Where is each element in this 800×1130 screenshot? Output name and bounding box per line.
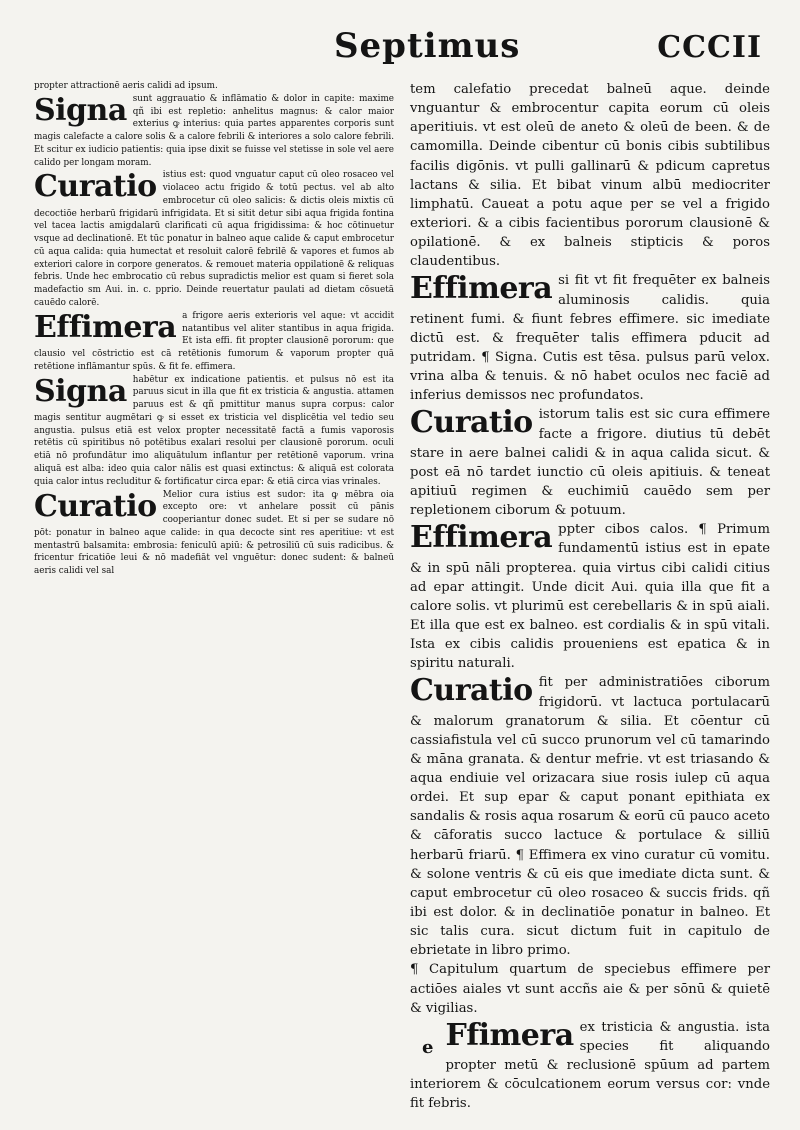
section bbox=[34, 374, 394, 489]
section-text: sunt aggrauatio & inflāmatio & dolor in capite: maxime qñ ibi est repletio: anhelitus magnus: & calor maior exterius ꝙ interius: quia partes apparentes corporis sunt magis calefacte a calore solis & a calore febrili & interiores a solo calore febrili. Et scitur ex iudicio patientis: quia ipse dixit se fuisse vel stetisse in sole vel aere calido per longam moram. bbox=[34, 93, 394, 168]
running-head bbox=[34, 22, 772, 80]
section-rubric: Ffimera bbox=[445, 1017, 574, 1053]
section-rubric: Curatio bbox=[34, 169, 157, 205]
section-rubric: Effimera bbox=[34, 309, 177, 345]
section bbox=[410, 405, 770, 520]
section-text: istius est: quod vnguatur caput cū oleo rosaceo vel violaceo actu frigido & totū pectus. vel ab alto embrocetur cū oleo salicis: & dictis oleis mixtis cū decoctiōe herbarū frigidarū infrigidata. Et si sitit detur sibi aqua frigida fontina vel tacea lactis amigdalarū clarificati cū aqua frigidissima: & hoc cōtinuetur vsque ad declinationē. Et tūc ponatur in balneo aque calide & caput embrocetur cū aqua calida: quia humectat et resoluit calorē febrilē & vapores et fumos ab exteriori calore in corpore generatos. & remouet materia oppilationē & reliquas febris. Unde hec embrocatio cū rebus supradictis melior est quam si fieret sola madefactio sm Aui. in. c. pprio. Deinde reuertatur paulati ad dietam cōsuetā cauēdo calorē. bbox=[34, 170, 394, 309]
right-column bbox=[410, 80, 770, 1114]
section-text: ppter cibos calos. ¶ Primum fundamentū istius est in epate & in spū nāli propterea. quia virtus cibi calidi citius ad epar attingit. Unde dicit Aui. quia illa que fit a calore solis. vt plurimū est cerebellaris & in spū aiali. Et illa que est ex balneo. est cordialis & in spū vitali. Ista ex cibis calidis proueniens est epatica & in spiritu naturali. bbox=[410, 522, 770, 672]
section-text: ¶ Capitulum quartum de speciebus effimere per actiōes aiales vt sunt accñs aie & per sōnū & quietē & vigilias. bbox=[410, 962, 770, 1016]
section bbox=[410, 271, 770, 405]
section bbox=[410, 80, 770, 271]
section-rubric: Signa bbox=[34, 373, 127, 409]
section-text: Melior cura istius est sudor: ita ꝙ mēbra oia excepto ore: vt anhelare possit cū pānis cooperiantur donec sudet. Et si per se sudare nō pōt: ponatur in balneo aque calide: in qua decocte sint res aperitiue: vt est mentastrū balsamita: embrosia: feniculū apiū: & petrosiliū cū suis radicibus. & fricentur fricatiōe leui & nō madefiāt vel vnguētur: donec sudent: & balneū aeris calidi vel sal bbox=[34, 489, 394, 577]
section-text: fit per administratiōes ciborum frigidorū. vt lactuca portulacarū & malorum granatorum & silia. Et cōentur cū cassiafistula vel cū succo prunorum vel cū tamarindo & māna granata. & dentur mefrie. vt est triasando & aqua endiuie vel orizacara siue rosis iulep cū aqua ordei. Et sup epar & caput ponant epithiata ex sandalis & rosis aqua rosarum & eorū cū pauco aceto & cāforatis succo lactuce & portulace & silliū herbarū friarū. ¶ Effimera ex vino curatur cū vomitu. & solone ventris & cū eis que imediate dicta sunt. & caput embrocetur cū oleo rosaceo & succis frids. qñ ibi est dolor. & in declinatiōe ponatur in balneo. Et sic talis cura. sicut dictum fuit in capitulo de ebrietate in libro primo. bbox=[410, 675, 770, 959]
section-rubric: Effimera bbox=[410, 520, 553, 556]
section bbox=[410, 960, 770, 1017]
section-text: a frigore aeris exterioris vel aque: vt accidit natantibus vel aliter stantibus in aqua frigida. Et ista effi. fit propter clausionē pororum: que clausio vel cōstrictio est cā retētionis fumorum & vaporum propter quā retētione inflāmantur spūs. & fit fe. effimera. bbox=[34, 310, 394, 372]
section-text: tem calefatio precedat balneū aque. deinde vnguantur & embrocentur capita eorum cū oleis aperitiuis. vt est oleū de aneto & oleū de been. & de camomilla. Deinde cibentur cū bonis cibis subtilibus facilis digōnis. vt pulli gallinarū & pdicum capretus lactans & silia. Et bibat vinum albū mediocriter limphatū. Caueat a potu aque per se vel a frigido exteriori. & a cibis facientibus pororum clausionē & opilationē. & ex balneis stipticis & poros claudentibus. bbox=[410, 82, 770, 270]
section-rubric: Signa bbox=[34, 92, 127, 128]
section-rubric: Effimera bbox=[410, 271, 553, 307]
section-text: propter attractionē aeris calidi ad ipsum. bbox=[34, 81, 218, 91]
section-initial: e bbox=[422, 1036, 434, 1058]
section-rubric: Curatio bbox=[34, 488, 157, 524]
section bbox=[410, 673, 770, 960]
section-text: istorum talis est sic cura effimere facte a frigore. diutius tū debēt stare in aere balnei calidi & in aqua calida sicut. & post eā nō tardet iunctio cū oleis apitiuis. & teneat apitiuū regimen & euchimiū cauēdo sem per repletionem ciborum & potuum. bbox=[410, 407, 770, 519]
section-text: ex tristicia & angustia. ista species fit aliquando propter metū & reclusionē spūum ad partem interiorem & cōculcationem eorum versus cor: vnde fit febris. bbox=[410, 1019, 770, 1112]
text-columns bbox=[34, 80, 772, 1114]
section bbox=[34, 169, 394, 309]
folio-number: CCCII bbox=[657, 30, 762, 65]
section-rubric: Curatio bbox=[410, 405, 533, 441]
section bbox=[34, 489, 394, 578]
section-text: si fit vt fit frequēter ex balneis aluminosis calidis. quia retinent fumi. & fiunt febres effimere. sic imediate dictū est. & frequēter talis effimera pducit ad putridam. ¶ Signa. Cutis est tēsa. pulsus parū velox. vrina alba & tenuis. & nō habet oculos nec faciē ad inferius demissos nec profundatos. bbox=[410, 273, 770, 404]
left-column bbox=[34, 80, 394, 1114]
section bbox=[34, 80, 394, 93]
section bbox=[34, 93, 394, 170]
section bbox=[410, 520, 770, 673]
section-text: habētur ex indicatione patientis. et pulsus nō est ita paruus sicut in illa que fit ex tristicia & angustia. attamen paruus est & qñ pmittitur manus supra corpus: calor magis sentitur augmētari ꝙ si esset ex tristicia vel displicētia vel tedio seu angustia. pulsus etiā est velox propter necessitatē factā a fumis vaporosis retētis cū spiritibus nō potētibus exalari resolui per clausionē pororum. oculi etiā nō profundātur imo aliquātulum inflantur per retētionē vaporum. vrina aliquā est alba: ideo quia calor nālis est quasi extinctus: & aliquā est colorata quia calor intus recluditur & fortificatur circa epar: & etiā circa vias vrinales. bbox=[34, 374, 394, 487]
running-title: Septimus bbox=[334, 26, 521, 66]
section bbox=[34, 310, 394, 374]
section-rubric: Curatio bbox=[410, 673, 533, 709]
section bbox=[410, 1018, 770, 1114]
